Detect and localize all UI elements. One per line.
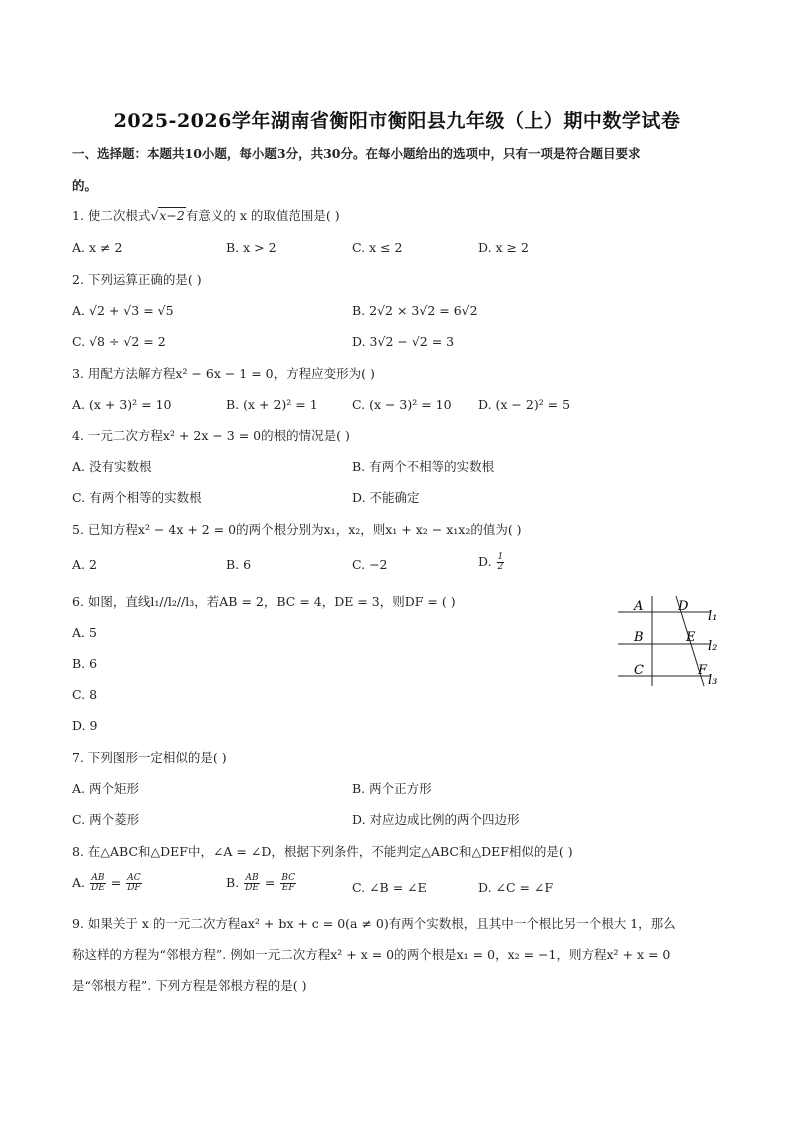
q5-option-b: B. 6	[226, 557, 252, 572]
label-b: B	[634, 630, 644, 645]
q3-option-c: C. (x − 3)² = 10	[352, 397, 452, 412]
q8-option-a-prefix: A.	[72, 875, 86, 890]
q3-option-b: B. (x + 2)² = 1	[226, 397, 318, 412]
q5-option-a: A. 2	[72, 557, 97, 572]
q4-option-d: D. 不能确定	[352, 490, 420, 505]
q9-line3: 是“邻根方程”. 下列方程是邻根方程的是( )	[72, 978, 307, 993]
q7-option-b: B. 两个正方形	[352, 781, 432, 796]
q5-fraction	[497, 553, 505, 572]
q6-option-c: C. 8	[72, 687, 98, 702]
q8-b-frac1-num: AB	[245, 873, 259, 883]
label-d: D	[678, 599, 689, 614]
q7-option-a: A. 两个矩形	[72, 781, 139, 796]
q1-option-d: D. x ≥ 2	[478, 240, 529, 255]
label-l2: l₂	[708, 639, 718, 654]
label-a: A	[634, 599, 644, 614]
q1-radicand: x−2	[159, 208, 185, 223]
parallel-lines-figure	[612, 594, 732, 694]
q6-option-b: B. 6	[72, 656, 98, 671]
q4-option-c: C. 有两个相等的实数根	[72, 490, 202, 505]
q8-option-d: D. ∠C = ∠F	[478, 880, 554, 895]
q9-line2: 称这样的方程为“邻根方程”. 例如一元二次方程x² + x = 0的两个根是x₁ = 0，x₂ = −1，则方程x² + x = 0	[72, 947, 671, 962]
q8-a-frac2-den: DF	[127, 883, 141, 893]
q8-b-frac2-num: BC	[281, 873, 296, 883]
q4-option-a: A. 没有实数根	[72, 459, 152, 474]
q1-option-a: A. x ≠ 2	[72, 240, 123, 255]
q8-option-a: A. $\frac{AB}{DE}$ = $\frac{AC}{DF}$	[72, 873, 141, 893]
q8-b-frac2-den: EF	[281, 883, 295, 893]
q8-b-frac2	[280, 874, 296, 893]
q8-a-frac2-num: AC	[127, 873, 141, 883]
q2-option-a: A. √2 + √3 = √5	[72, 303, 174, 318]
section-heading-line1: 一、选择题：本题共10小题，每小题3分，共30分。在每小题给出的选项中，只有一项是符合题目要求	[72, 146, 641, 161]
q6-option-a: A. 5	[72, 625, 97, 640]
q8-a-frac1	[90, 874, 106, 893]
exam-title: 2025-2026学年湖南省衡阳市衡阳县九年级（上）期中数学试卷	[113, 110, 681, 132]
q1-option-c: C. x ≤ 2	[352, 240, 403, 255]
q5-option-d-prefix: D.	[478, 554, 492, 569]
q3-option-d: D. (x − 2)² = 5	[478, 397, 571, 412]
q1-stem	[72, 208, 340, 224]
q4-option-b: B. 有两个不相等的实数根	[352, 459, 495, 474]
section-heading-line2: 的。	[72, 178, 98, 193]
q1-stem-pre: 1. 使二次根式	[72, 208, 151, 223]
label-e: E	[686, 630, 696, 645]
q7-stem: 7. 下列图形一定相似的是( )	[72, 750, 227, 765]
label-f: F	[698, 663, 708, 678]
q5-fraction-num: 1	[497, 552, 504, 562]
q8-option-b-prefix: B.	[226, 875, 240, 890]
q2-option-c: C. √8 ÷ √2 = 2	[72, 334, 166, 349]
q6-option-d: D. 9	[72, 718, 98, 733]
label-l3: l₃	[708, 673, 718, 688]
q1-option-b: B. x > 2	[226, 240, 277, 255]
q7-option-d: D. 对应边成比例的两个四边形	[352, 812, 520, 827]
q5-option-c: C. −2	[352, 557, 388, 572]
q2-option-d: D. 3√2 − √2 = 3	[352, 334, 455, 349]
q7-option-c: C. 两个菱形	[72, 812, 140, 827]
q8-b-frac1-den: DE	[245, 883, 259, 893]
q5-fraction-den: 2	[497, 562, 504, 572]
q8-option-c: C. ∠B = ∠E	[352, 880, 427, 895]
q2-stem: 2. 下列运算正确的是( )	[72, 272, 202, 287]
q3-stem: 3. 用配方法解方程x² − 6x − 1 = 0，方程应变形为( )	[72, 366, 375, 381]
q6-stem: 6. 如图，直线l₁//l₂//l₃，若AB = 2，BC = 4，DE = 3，则DF = ( )	[72, 594, 456, 609]
q8-a-frac1-den: DE	[91, 883, 105, 893]
sqrt-symbol: √x−2	[150, 208, 185, 223]
q9-line1: 9. 如果关于 x 的一元二次方程ax² + bx + c = 0(a ≠ 0)有两个实数根，且其中一个根比另一个根大 1，那么	[72, 916, 676, 931]
q5-stem: 5. 已知方程x² − 4x + 2 = 0的两个根分别为x₁，x₂，则x₁ + x₂ − x₁x₂的值为( )	[72, 522, 522, 537]
q2-option-b: B. 2√2 × 3√2 = 6√2	[352, 303, 478, 318]
label-c: C	[634, 663, 644, 678]
q8-stem: 8. 在△ABC和△DEF中，∠A = ∠D，根据下列条件，不能判定△ABC和△DEF相似的是( )	[72, 844, 573, 859]
q8-option-b: B. $\frac{AB}{DE}$ = $\frac{BC}{EF}$	[226, 873, 296, 893]
q1-stem-post: 有意义的 x 的取值范围是( )	[185, 208, 340, 223]
q3-option-a: A. (x + 3)² = 10	[72, 397, 172, 412]
q8-b-frac1	[244, 874, 260, 893]
label-l1: l₁	[708, 609, 718, 624]
q8-a-frac2	[126, 874, 141, 893]
q8-a-frac1-num: AB	[91, 873, 105, 883]
q5-option-d	[478, 553, 505, 572]
q4-stem: 4. 一元二次方程x² + 2x − 3 = 0的根的情况是( )	[72, 428, 350, 443]
